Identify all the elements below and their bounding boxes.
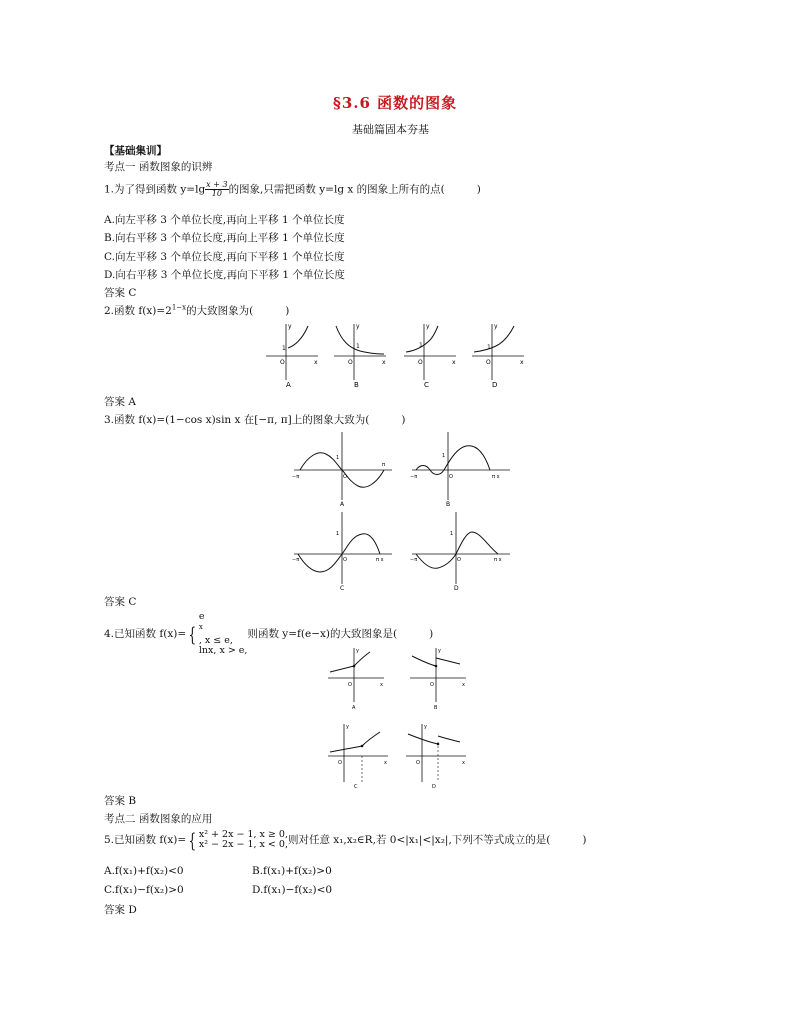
svg-text:y: y (356, 648, 359, 654)
svg-text:1: 1 (442, 453, 446, 459)
question-3: 3.函数 f(x)=(1−cos x)sin x 在[−π, π]上的图象大致为( ) (104, 414, 406, 426)
option-b: B.向右平移 3 个单位长度,再向上平移 1 个单位长度 (104, 232, 345, 244)
q2-graph-b (334, 323, 386, 389)
q4-graph-d (406, 724, 466, 790)
svg-text:O: O (338, 760, 342, 766)
svg-text:A: A (340, 501, 345, 508)
svg-text:C: C (340, 585, 345, 590)
svg-text:x: x (384, 760, 387, 766)
svg-text:D: D (492, 381, 498, 389)
q3-graph-b (410, 432, 510, 508)
svg-text:π: π (382, 462, 386, 468)
svg-text:x: x (452, 359, 456, 366)
svg-text:y: y (356, 323, 360, 330)
svg-text:y: y (346, 724, 349, 730)
question-2: 2.函数 $f(x)=2^{1-x}$的大致图象为( ) (104, 303, 290, 317)
svg-text:B: B (434, 705, 438, 711)
question-5: 5.已知函数 f(x)= { x² + 2x − 1, x ≥ 0, x² − 2x − 1, x < 0, 则对任意 x₁,x₂∈R,若 0<|x₁|<|x₂|,下列不等式成立的是( ) (104, 828, 587, 852)
q2-graph-c (404, 323, 456, 389)
svg-text:D: D (432, 784, 436, 790)
option-a: A.向左平移 3 个单位长度,再向上平移 1 个单位长度 (104, 214, 345, 226)
svg-text:1: 1 (282, 345, 286, 352)
section-heading: 【基础集训】 (104, 145, 167, 157)
question-1: 1.为了得到函数 y=lg $\frac{x + 3}{10}$ 的图象,只需把函数 y=lg x 的图象上所有的点( ) (104, 180, 481, 198)
svg-text:A: A (352, 705, 356, 711)
svg-text:O: O (280, 359, 285, 366)
svg-text:π x: π x (494, 557, 502, 563)
svg-text:O: O (449, 474, 453, 480)
svg-text:x: x (462, 682, 465, 688)
q4-graph-a (328, 648, 384, 711)
q4-graph-b (410, 648, 466, 711)
svg-text:y: y (424, 724, 427, 730)
option-a: A.f(x₁)+f(x₂)<0 (104, 865, 184, 877)
q3-graph-d (410, 512, 510, 590)
q3-graph-a (292, 432, 392, 508)
svg-text:x: x (382, 359, 386, 366)
option-d: D.向右平移 3 个单位长度,再向下平移 1 个单位长度 (104, 269, 345, 281)
page-subtitle: 基础篇固本夯基 (352, 123, 429, 136)
svg-text:−π: −π (292, 474, 300, 480)
svg-text:C: C (354, 784, 358, 790)
svg-text:−π: −π (292, 557, 300, 563)
svg-text:x: x (380, 682, 383, 688)
svg-text:O: O (457, 557, 461, 563)
svg-text:O: O (348, 359, 353, 366)
q2-graphs (262, 320, 524, 392)
fraction: $\frac{x + 3}{10}$ (206, 180, 228, 198)
answer-5: 答案 D (104, 904, 137, 916)
q2-graph-d (472, 323, 524, 389)
svg-text:x: x (462, 760, 465, 766)
svg-text:B: B (354, 381, 359, 389)
answer-3: 答案 C (104, 596, 137, 608)
svg-text:y: y (494, 323, 498, 330)
svg-text:1: 1 (336, 455, 340, 461)
svg-text:π x: π x (492, 474, 500, 480)
svg-text:x: x (314, 359, 318, 366)
svg-text:−π: −π (410, 474, 418, 480)
svg-text:−π: −π (410, 557, 418, 563)
option-d: D.f(x₁)−f(x₂)<0 (252, 884, 333, 896)
q2-graph-a (266, 323, 318, 389)
topic-one-heading: 考点一 函数图象的识辨 (104, 161, 213, 173)
svg-text:1: 1 (419, 342, 423, 349)
svg-text:O: O (418, 359, 423, 366)
answer-4: 答案 B (104, 795, 137, 807)
svg-text:O: O (416, 760, 420, 766)
svg-text:1: 1 (450, 531, 454, 537)
q4-graphs (324, 646, 474, 791)
q3-graph-c (292, 512, 392, 590)
svg-text:A: A (286, 381, 291, 389)
svg-text:B: B (446, 501, 451, 508)
answer-2: 答案 A (104, 396, 136, 408)
option-c: C.f(x₁)−f(x₂)>0 (104, 884, 184, 896)
q3-graphs (290, 430, 510, 590)
svg-text:1: 1 (336, 531, 340, 537)
svg-text:1: 1 (356, 343, 360, 350)
option-c: C.向左平移 3 个单位长度,再向下平移 1 个单位长度 (104, 251, 345, 263)
svg-text:O: O (486, 359, 491, 366)
topic-two-heading: 考点二 函数图象的应用 (104, 813, 213, 825)
svg-text:π x: π x (376, 557, 384, 563)
q4-graph-c (328, 724, 388, 790)
answer-1: 答案 C (104, 287, 137, 299)
svg-text:C: C (424, 381, 429, 389)
svg-text:1: 1 (487, 344, 491, 351)
svg-text:O: O (430, 682, 434, 688)
svg-text:y: y (288, 323, 292, 330)
page-title: §3.6 函数的图象 (333, 94, 458, 112)
option-b: B.f(x₁)+f(x₂)>0 (252, 865, 332, 877)
svg-text:O: O (343, 557, 347, 563)
svg-text:D: D (454, 585, 459, 590)
question-4: 4.已知函数 f(x)= { e $^x$ , x ≤ e, lnx, x > e, 则函数 y=f(e−x)的大致图象是( ) (104, 611, 434, 657)
svg-text:x: x (520, 359, 524, 366)
svg-text:y: y (426, 323, 430, 330)
svg-text:O: O (348, 682, 352, 688)
svg-text:y: y (438, 648, 441, 654)
svg-text:O: O (343, 474, 347, 480)
